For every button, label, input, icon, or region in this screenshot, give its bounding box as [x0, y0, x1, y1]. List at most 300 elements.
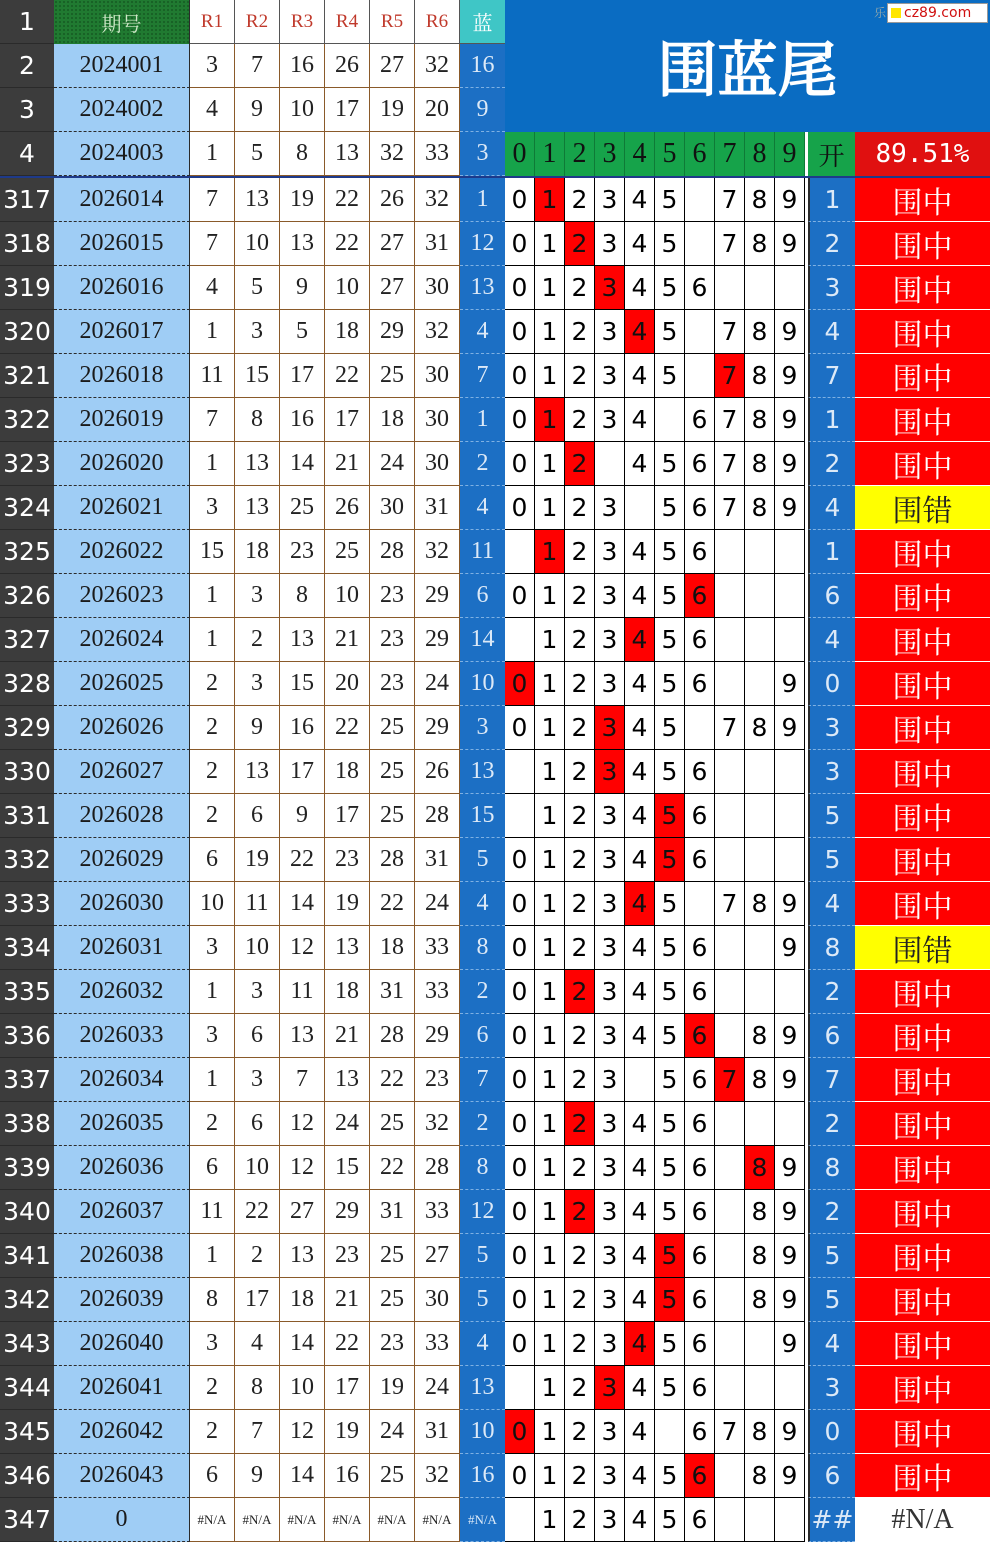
- blue-ball-cell[interactable]: 14: [460, 618, 505, 662]
- digit-cell[interactable]: 6: [685, 618, 715, 662]
- period-cell[interactable]: 2026035: [54, 1102, 190, 1146]
- digit-cell[interactable]: 7: [715, 222, 745, 266]
- digit-cell[interactable]: 7: [715, 706, 745, 750]
- red-ball-cell[interactable]: 2: [190, 1102, 235, 1146]
- digit-cell[interactable]: 9: [775, 178, 805, 222]
- digit-cell[interactable]: [745, 662, 775, 706]
- digit-cell[interactable]: 6: [685, 750, 715, 794]
- period-cell[interactable]: 2026025: [54, 662, 190, 706]
- row-number[interactable]: 317: [0, 178, 54, 222]
- digit-cell[interactable]: 8: [745, 1058, 775, 1102]
- red-ball-cell[interactable]: 27: [415, 1234, 460, 1278]
- red-ball-cell[interactable]: 29: [325, 1190, 370, 1234]
- red-ball-cell[interactable]: 7: [235, 44, 280, 88]
- digit-cell-hit[interactable]: 7: [715, 1058, 745, 1102]
- digit-cell[interactable]: 3: [595, 882, 625, 926]
- digit-cell[interactable]: 8: [745, 1234, 775, 1278]
- result-cell[interactable]: 围错: [855, 926, 990, 970]
- red-ball-cell[interactable]: 9: [235, 1454, 280, 1498]
- digit-cell[interactable]: 3: [595, 1322, 625, 1366]
- red-ball-cell[interactable]: 9: [235, 88, 280, 132]
- period-header[interactable]: 期号: [54, 0, 190, 44]
- digit-cell[interactable]: 6: [685, 1058, 715, 1102]
- red-ball-cell[interactable]: 3: [235, 310, 280, 354]
- digit-cell[interactable]: 8: [745, 706, 775, 750]
- red-ball-cell[interactable]: #N/A: [280, 1498, 325, 1542]
- red-ball-cell[interactable]: 32: [415, 1454, 460, 1498]
- blue-ball-cell[interactable]: 16: [460, 44, 505, 88]
- red-ball-cell[interactable]: 19: [325, 1410, 370, 1454]
- blue-ball-cell[interactable]: 13: [460, 750, 505, 794]
- digit-header[interactable]: 8: [745, 132, 775, 176]
- digit-cell[interactable]: [775, 970, 805, 1014]
- blue-ball-cell[interactable]: 6: [460, 574, 505, 618]
- digit-cell[interactable]: [505, 750, 535, 794]
- digit-cell[interactable]: 9: [775, 1058, 805, 1102]
- digit-cell[interactable]: 1: [535, 882, 565, 926]
- digit-cell[interactable]: [625, 1058, 655, 1102]
- digit-cell[interactable]: 4: [625, 750, 655, 794]
- digit-header[interactable]: 5: [655, 132, 685, 176]
- blue-ball-cell[interactable]: 13: [460, 266, 505, 310]
- result-cell[interactable]: 围中: [855, 354, 990, 398]
- red-ball-cell[interactable]: 2: [190, 706, 235, 750]
- red-ball-cell[interactable]: 28: [415, 1146, 460, 1190]
- red-ball-cell[interactable]: 31: [415, 486, 460, 530]
- digit-cell[interactable]: 0: [505, 574, 535, 618]
- blue-ball-cell[interactable]: 3: [460, 706, 505, 750]
- red-ball-cell[interactable]: 22: [325, 354, 370, 398]
- result-cell[interactable]: 围中: [855, 574, 990, 618]
- red-ball-cell[interactable]: 23: [370, 1322, 415, 1366]
- digit-cell[interactable]: 0: [505, 1454, 535, 1498]
- digit-cell[interactable]: [775, 794, 805, 838]
- digit-cell[interactable]: [775, 838, 805, 882]
- red-ball-cell[interactable]: 32: [415, 44, 460, 88]
- digit-cell[interactable]: 2: [565, 1454, 595, 1498]
- red-ball-cell[interactable]: 1: [190, 970, 235, 1014]
- digit-cell[interactable]: 0: [505, 178, 535, 222]
- red-ball-cell[interactable]: 27: [370, 266, 415, 310]
- digit-cell[interactable]: 8: [745, 486, 775, 530]
- draw-tail-cell[interactable]: 6: [808, 1454, 855, 1498]
- blue-ball-cell[interactable]: 7: [460, 1058, 505, 1102]
- red-ball-cell[interactable]: 5: [280, 310, 325, 354]
- digit-cell[interactable]: 8: [745, 1410, 775, 1454]
- digit-cell[interactable]: 4: [625, 398, 655, 442]
- digit-cell[interactable]: 8: [745, 310, 775, 354]
- digit-cell[interactable]: [625, 486, 655, 530]
- digit-cell[interactable]: [745, 266, 775, 310]
- red-ball-cell[interactable]: 27: [280, 1190, 325, 1234]
- red-ball-cell[interactable]: 10: [325, 266, 370, 310]
- digit-cell[interactable]: 9: [775, 662, 805, 706]
- draw-tail-cell[interactable]: 4: [808, 486, 855, 530]
- red-ball-cell[interactable]: 25: [325, 530, 370, 574]
- red-ball-cell[interactable]: 33: [415, 970, 460, 1014]
- digit-cell[interactable]: [685, 310, 715, 354]
- draw-tail-cell[interactable]: 4: [808, 310, 855, 354]
- period-cell[interactable]: 2026033: [54, 1014, 190, 1058]
- digit-cell[interactable]: 2: [565, 838, 595, 882]
- digit-cell[interactable]: 2: [565, 926, 595, 970]
- result-cell[interactable]: 围中: [855, 838, 990, 882]
- digit-cell[interactable]: [655, 398, 685, 442]
- red-ball-cell[interactable]: 13: [235, 750, 280, 794]
- digit-cell[interactable]: 2: [565, 178, 595, 222]
- digit-cell[interactable]: [685, 222, 715, 266]
- digit-header[interactable]: 7: [715, 132, 745, 176]
- blue-ball-cell[interactable]: 11: [460, 530, 505, 574]
- draw-tail-cell[interactable]: 3: [808, 706, 855, 750]
- red-ball-cell[interactable]: 7: [190, 398, 235, 442]
- red-ball-cell[interactable]: 13: [280, 1234, 325, 1278]
- red-ball-cell[interactable]: 3: [235, 970, 280, 1014]
- digit-header[interactable]: 0: [505, 132, 535, 176]
- draw-tail-cell[interactable]: 1: [808, 398, 855, 442]
- red-ball-cell[interactable]: 21: [325, 1278, 370, 1322]
- digit-cell-hit[interactable]: 4: [625, 882, 655, 926]
- red-ball-cell[interactable]: 33: [415, 926, 460, 970]
- row-number[interactable]: 344: [0, 1366, 54, 1410]
- digit-cell[interactable]: 1: [535, 1498, 565, 1542]
- digit-cell[interactable]: 0: [505, 926, 535, 970]
- digit-cell[interactable]: [775, 574, 805, 618]
- red-ball-cell[interactable]: 22: [370, 882, 415, 926]
- digit-cell[interactable]: [745, 1498, 775, 1542]
- result-cell[interactable]: 围中: [855, 618, 990, 662]
- digit-cell[interactable]: [715, 926, 745, 970]
- red-ball-cell[interactable]: 22: [325, 1322, 370, 1366]
- red-ball-cell[interactable]: 29: [415, 1014, 460, 1058]
- red-ball-cell[interactable]: 6: [190, 838, 235, 882]
- red-ball-cell[interactable]: 8: [190, 1278, 235, 1322]
- row-number[interactable]: 333: [0, 882, 54, 926]
- red-ball-cell[interactable]: 4: [235, 1322, 280, 1366]
- red-ball-cell[interactable]: 33: [415, 132, 460, 176]
- digit-cell[interactable]: 1: [535, 1322, 565, 1366]
- red-ball-cell[interactable]: 12: [280, 1146, 325, 1190]
- digit-header[interactable]: 1: [535, 132, 565, 176]
- digit-cell[interactable]: [775, 618, 805, 662]
- red-ball-cell[interactable]: 22: [370, 1146, 415, 1190]
- result-cell[interactable]: 围中: [855, 970, 990, 1014]
- red-ball-cell[interactable]: 13: [325, 132, 370, 176]
- period-cell[interactable]: 2024001: [54, 44, 190, 88]
- period-cell[interactable]: 2026023: [54, 574, 190, 618]
- red-ball-cell[interactable]: 13: [235, 442, 280, 486]
- digit-cell[interactable]: 3: [595, 618, 625, 662]
- red-ball-cell[interactable]: 12: [280, 1410, 325, 1454]
- digit-cell[interactable]: 5: [655, 1498, 685, 1542]
- period-cell[interactable]: 2026040: [54, 1322, 190, 1366]
- digit-cell[interactable]: [715, 574, 745, 618]
- digit-cell[interactable]: 6: [685, 1102, 715, 1146]
- row-number[interactable]: 328: [0, 662, 54, 706]
- red-ball-cell[interactable]: 2: [190, 794, 235, 838]
- red-ball-cell[interactable]: 23: [370, 574, 415, 618]
- red-ball-cell[interactable]: 10: [235, 1146, 280, 1190]
- digit-cell[interactable]: 0: [505, 1146, 535, 1190]
- digit-cell[interactable]: 5: [655, 1014, 685, 1058]
- digit-cell[interactable]: 6: [685, 1146, 715, 1190]
- red-ball-cell[interactable]: 11: [190, 1190, 235, 1234]
- digit-cell[interactable]: 9: [775, 442, 805, 486]
- red-ball-cell[interactable]: 33: [415, 1322, 460, 1366]
- digit-cell[interactable]: 2: [565, 1498, 595, 1542]
- red-ball-cell[interactable]: 7: [280, 1058, 325, 1102]
- digit-cell[interactable]: 1: [535, 1190, 565, 1234]
- red-ball-cell[interactable]: 28: [370, 1014, 415, 1058]
- red-ball-cell[interactable]: 19: [280, 178, 325, 222]
- digit-cell[interactable]: [505, 794, 535, 838]
- red-ball-cell[interactable]: 3: [190, 486, 235, 530]
- result-cell[interactable]: 围中: [855, 310, 990, 354]
- digit-cell[interactable]: 1: [535, 1058, 565, 1102]
- digit-cell-hit[interactable]: 3: [595, 266, 625, 310]
- red-ball-cell[interactable]: 19: [235, 838, 280, 882]
- draw-tail-cell[interactable]: 4: [808, 882, 855, 926]
- draw-tail-cell[interactable]: 1: [808, 178, 855, 222]
- red-ball-cell[interactable]: 10: [190, 882, 235, 926]
- red-ball-cell[interactable]: 1: [190, 442, 235, 486]
- red-ball-cell[interactable]: 19: [370, 1366, 415, 1410]
- red-ball-cell[interactable]: 15: [280, 662, 325, 706]
- digit-cell[interactable]: [745, 530, 775, 574]
- draw-tail-cell[interactable]: 5: [808, 794, 855, 838]
- red-ball-cell[interactable]: 25: [370, 1102, 415, 1146]
- digit-cell[interactable]: 3: [595, 794, 625, 838]
- result-cell[interactable]: 围中: [855, 1366, 990, 1410]
- digit-cell-hit[interactable]: 6: [685, 1454, 715, 1498]
- row-number[interactable]: 338: [0, 1102, 54, 1146]
- digit-cell[interactable]: 1: [535, 1278, 565, 1322]
- digit-cell[interactable]: 5: [655, 1058, 685, 1102]
- blue-ball-cell[interactable]: 8: [460, 926, 505, 970]
- red-ball-cell[interactable]: 17: [235, 1278, 280, 1322]
- period-cell[interactable]: 2026014: [54, 178, 190, 222]
- digit-cell[interactable]: 3: [595, 354, 625, 398]
- digit-cell[interactable]: 5: [655, 222, 685, 266]
- digit-cell[interactable]: [715, 1102, 745, 1146]
- row-number[interactable]: 331: [0, 794, 54, 838]
- red-ball-cell[interactable]: 18: [370, 398, 415, 442]
- digit-cell[interactable]: 7: [715, 486, 745, 530]
- red-ball-cell[interactable]: 18: [325, 310, 370, 354]
- digit-cell[interactable]: 6: [685, 1234, 715, 1278]
- red-ball-cell[interactable]: 8: [280, 574, 325, 618]
- period-cell[interactable]: 2026030: [54, 882, 190, 926]
- digit-cell[interactable]: 0: [505, 354, 535, 398]
- digit-cell[interactable]: 5: [655, 178, 685, 222]
- red-ball-cell[interactable]: 5: [235, 132, 280, 176]
- red-ball-cell[interactable]: 29: [415, 618, 460, 662]
- digit-cell[interactable]: [685, 706, 715, 750]
- digit-cell[interactable]: [685, 178, 715, 222]
- period-cell[interactable]: 2026036: [54, 1146, 190, 1190]
- digit-cell[interactable]: 3: [595, 1146, 625, 1190]
- red-ball-cell[interactable]: 1: [190, 574, 235, 618]
- red-ball-cell[interactable]: 12: [280, 926, 325, 970]
- digit-cell-hit[interactable]: 4: [625, 1322, 655, 1366]
- period-cell[interactable]: 2024002: [54, 88, 190, 132]
- digit-cell[interactable]: 1: [535, 926, 565, 970]
- digit-cell[interactable]: 4: [625, 794, 655, 838]
- digit-cell[interactable]: 5: [655, 486, 685, 530]
- digit-cell[interactable]: 2: [565, 266, 595, 310]
- digit-cell[interactable]: 2: [565, 486, 595, 530]
- result-cell[interactable]: 围中: [855, 1190, 990, 1234]
- red-ball-cell[interactable]: 14: [280, 1454, 325, 1498]
- blue-ball-cell[interactable]: 4: [460, 486, 505, 530]
- digit-cell[interactable]: [715, 750, 745, 794]
- digit-cell[interactable]: 5: [655, 1190, 685, 1234]
- digit-cell[interactable]: 3: [595, 1278, 625, 1322]
- digit-cell-hit[interactable]: 4: [625, 310, 655, 354]
- red-ball-cell[interactable]: 27: [370, 44, 415, 88]
- digit-cell-hit[interactable]: 6: [685, 574, 715, 618]
- digit-cell[interactable]: 5: [655, 530, 685, 574]
- digit-cell[interactable]: [595, 442, 625, 486]
- digit-cell[interactable]: 3: [595, 662, 625, 706]
- digit-cell[interactable]: [745, 838, 775, 882]
- red-ball-cell[interactable]: 32: [415, 1102, 460, 1146]
- red-ball-cell[interactable]: 25: [370, 1234, 415, 1278]
- red-ball-header[interactable]: R5: [370, 0, 415, 44]
- red-ball-cell[interactable]: 23: [370, 618, 415, 662]
- period-cell[interactable]: 2026021: [54, 486, 190, 530]
- red-ball-cell[interactable]: 17: [280, 354, 325, 398]
- digit-cell[interactable]: 5: [655, 574, 685, 618]
- digit-cell[interactable]: 0: [505, 1190, 535, 1234]
- digit-cell[interactable]: 5: [655, 618, 685, 662]
- digit-cell[interactable]: 3: [595, 1102, 625, 1146]
- digit-cell[interactable]: 9: [775, 1014, 805, 1058]
- period-cell[interactable]: 2026026: [54, 706, 190, 750]
- digit-cell-hit[interactable]: 2: [565, 442, 595, 486]
- digit-cell[interactable]: 6: [685, 662, 715, 706]
- digit-cell[interactable]: 4: [625, 1410, 655, 1454]
- row-number[interactable]: 347: [0, 1498, 54, 1542]
- digit-cell[interactable]: 0: [505, 970, 535, 1014]
- red-ball-cell[interactable]: 10: [235, 222, 280, 266]
- red-ball-cell[interactable]: 13: [280, 222, 325, 266]
- period-cell[interactable]: 2026034: [54, 1058, 190, 1102]
- red-ball-cell[interactable]: 29: [415, 706, 460, 750]
- digit-cell[interactable]: 6: [685, 398, 715, 442]
- red-ball-cell[interactable]: 4: [190, 266, 235, 310]
- digit-cell[interactable]: 6: [685, 970, 715, 1014]
- row-number[interactable]: 4: [0, 132, 54, 176]
- digit-cell[interactable]: 2: [565, 750, 595, 794]
- digit-cell-hit[interactable]: 3: [595, 750, 625, 794]
- blue-ball-cell[interactable]: 6: [460, 1014, 505, 1058]
- digit-cell[interactable]: [775, 266, 805, 310]
- blue-ball-cell[interactable]: 12: [460, 1190, 505, 1234]
- digit-cell[interactable]: [745, 574, 775, 618]
- red-ball-cell[interactable]: 10: [235, 926, 280, 970]
- result-cell[interactable]: #N/A: [855, 1498, 990, 1542]
- red-ball-cell[interactable]: 32: [415, 530, 460, 574]
- digit-cell[interactable]: 8: [745, 1278, 775, 1322]
- red-ball-header[interactable]: R3: [280, 0, 325, 44]
- digit-cell[interactable]: 1: [535, 310, 565, 354]
- digit-cell[interactable]: 2: [565, 1234, 595, 1278]
- digit-cell[interactable]: [715, 1146, 745, 1190]
- row-number[interactable]: 337: [0, 1058, 54, 1102]
- red-ball-cell[interactable]: 12: [280, 1102, 325, 1146]
- row-number[interactable]: 339: [0, 1146, 54, 1190]
- digit-cell[interactable]: 1: [535, 706, 565, 750]
- digit-cell[interactable]: 7: [715, 398, 745, 442]
- digit-cell[interactable]: 2: [565, 574, 595, 618]
- draw-tail-cell[interactable]: 8: [808, 1146, 855, 1190]
- digit-cell[interactable]: 3: [595, 222, 625, 266]
- digit-cell[interactable]: 3: [595, 178, 625, 222]
- digit-cell[interactable]: [715, 1014, 745, 1058]
- digit-cell-hit[interactable]: 1: [535, 398, 565, 442]
- blue-ball-cell[interactable]: 5: [460, 1234, 505, 1278]
- red-ball-cell[interactable]: 6: [235, 794, 280, 838]
- digit-cell[interactable]: 8: [745, 398, 775, 442]
- digit-cell[interactable]: 5: [655, 1102, 685, 1146]
- digit-cell[interactable]: 4: [625, 530, 655, 574]
- result-cell[interactable]: 围中: [855, 442, 990, 486]
- digit-cell[interactable]: [715, 970, 745, 1014]
- digit-cell[interactable]: 1: [535, 486, 565, 530]
- digit-cell[interactable]: 0: [505, 310, 535, 354]
- digit-cell[interactable]: 2: [565, 1278, 595, 1322]
- digit-cell[interactable]: 0: [505, 1278, 535, 1322]
- red-ball-cell[interactable]: 10: [280, 1366, 325, 1410]
- digit-cell[interactable]: 0: [505, 1102, 535, 1146]
- red-ball-cell[interactable]: #N/A: [325, 1498, 370, 1542]
- period-cell[interactable]: 2026015: [54, 222, 190, 266]
- result-cell[interactable]: 围中: [855, 794, 990, 838]
- blue-ball-cell[interactable]: 9: [460, 88, 505, 132]
- red-ball-cell[interactable]: 22: [370, 1058, 415, 1102]
- draw-tail-cell[interactable]: 4: [808, 1322, 855, 1366]
- red-ball-cell[interactable]: 18: [325, 970, 370, 1014]
- digit-header[interactable]: 3: [595, 132, 625, 176]
- digit-cell[interactable]: [745, 1322, 775, 1366]
- row-number[interactable]: 324: [0, 486, 54, 530]
- red-ball-cell[interactable]: 17: [325, 794, 370, 838]
- digit-cell[interactable]: [505, 1366, 535, 1410]
- digit-cell[interactable]: 1: [535, 266, 565, 310]
- row-number[interactable]: 1: [0, 0, 54, 44]
- digit-cell[interactable]: 3: [595, 1014, 625, 1058]
- period-cell[interactable]: 0: [54, 1498, 190, 1542]
- red-ball-cell[interactable]: 32: [415, 178, 460, 222]
- row-number[interactable]: 2: [0, 44, 54, 88]
- red-ball-cell[interactable]: 26: [370, 178, 415, 222]
- digit-cell[interactable]: [745, 750, 775, 794]
- digit-cell[interactable]: 5: [655, 1366, 685, 1410]
- digit-cell[interactable]: 6: [685, 530, 715, 574]
- digit-cell[interactable]: [715, 1234, 745, 1278]
- red-ball-cell[interactable]: 3: [190, 926, 235, 970]
- digit-cell[interactable]: 1: [535, 1410, 565, 1454]
- red-ball-cell[interactable]: 18: [280, 1278, 325, 1322]
- red-ball-cell[interactable]: 28: [415, 794, 460, 838]
- blue-ball-cell[interactable]: 7: [460, 354, 505, 398]
- red-ball-cell[interactable]: 2: [235, 1234, 280, 1278]
- digit-cell[interactable]: [685, 882, 715, 926]
- digit-cell[interactable]: 4: [625, 1146, 655, 1190]
- red-ball-cell[interactable]: 31: [370, 970, 415, 1014]
- blue-ball-cell[interactable]: 13: [460, 1366, 505, 1410]
